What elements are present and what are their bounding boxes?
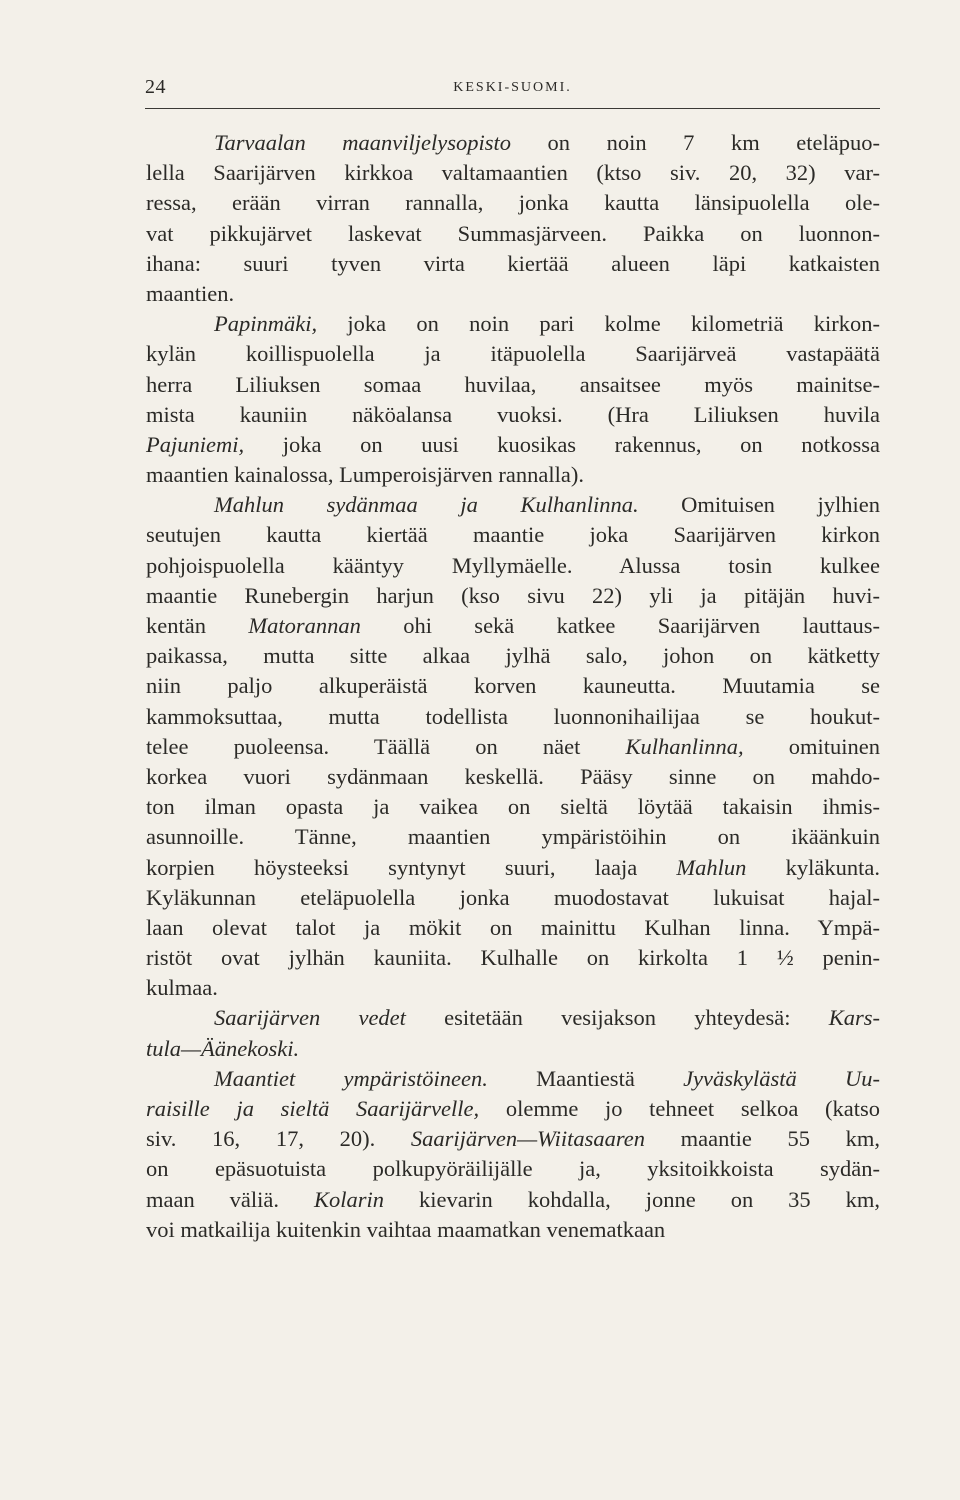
text-run: ristöt ovat jylhän kauniita. Kulhalle on kirkolta 1 ½ penin- [146,945,880,971]
text-line [146,279,880,309]
italic-term: raisille ja sieltä Saarijärvelle, [146,1096,480,1121]
italic-term: Matorannan [248,613,361,638]
italic-term: Saarijärven vedet [214,1005,406,1031]
text-line [146,1064,880,1094]
italic-term: Maantiet ympäristöineen. [214,1065,488,1091]
text-run: ton ilman opasta ja vaikea on sieltä löytää takaisin ihmis- [146,794,880,820]
text-line [146,1094,880,1124]
text-run: telee puoleensa. Täällä on näet [146,733,626,759]
text-run: Maantiestä [487,1065,684,1091]
text-run: on epäsuotuista polkupyöräilijälle ja, yksitoikkoista sydän- [146,1156,880,1182]
text-line [146,822,880,852]
text-run: herra Liliuksen somaa huvilaa, ansaitsee myös mainitse- [146,371,880,397]
italic-term: Kulhanlinna, [625,733,744,759]
text-run: vat pikkujärvet laskevat Summasjärveen. Paikka on luonnon- [146,220,880,246]
text-line [146,309,880,339]
text-line [146,249,880,279]
text-line [146,490,880,520]
italic-term: Saarijärven—Wiitasaaren [410,1126,645,1152]
text-run: kievarin kohdalla, jonne on 35 km, [384,1186,881,1212]
text-run: siv. 16, 17, 20). [146,1126,411,1152]
text-run: asunnoille. Tänne, maantien ympäristöihin on ikäänkuin [146,824,880,850]
text-line [146,762,880,792]
text-run: laan olevat talot ja mökit on mainittu Kulhan linna. Ympä- [146,914,880,940]
text-line [146,520,880,550]
text-line [146,158,880,188]
italic-term: tula—Äänekoski. [146,1035,300,1061]
page-number: 24 [145,76,166,98]
text-run: lella Saarijärven kirkkoa valtamaantien (ktso siv. 20, 32) var- [146,160,880,186]
text-run: maantien. [146,280,235,306]
text-run: Kyläkunnan eteläpuolella jonka muodostavat lukuisat hajal- [146,884,880,910]
text-line [146,853,880,883]
text-run: korkea vuori sydänmaan keskellä. Pääsy sinne on mahdo- [146,763,880,789]
text-line [146,611,880,641]
text-run: maantie 55 km, [645,1126,880,1152]
text-line [146,188,880,218]
text-run: Omituisen jylhien [638,492,880,518]
text-run: kentän [146,613,249,638]
text-run: esitetään vesijakson yhteydesä: [405,1005,829,1031]
text-run: ressa, erään virran rannalla, jonka kautta länsipuolella ole- [146,190,880,216]
text-run: joka on uusi kuosikas rakennus, on notkossa [244,431,880,457]
text-run: seutujen kautta kiertää maantie joka Saarijärven kirkon [146,522,880,548]
text-run: kylän koillispuolella ja itäpuolella Saarijärveä vastapäätä [146,341,880,367]
text-run: mista kauniin näköalansa vuoksi. (Hra Liliuksen huvila [146,401,880,427]
text-run: ohi sekä katkee Saarijärven lauttaus- [360,613,880,638]
text-line [146,732,880,762]
text-line [146,219,880,249]
text-run: ihana: suuri tyven virta kiertää alueen läpi katkaisten [146,250,880,276]
italic-term: Mahlun [676,854,747,880]
text-run: voi matkailija kuitenkin vaihtaa maamatkan venematkaan [146,1216,666,1242]
text-run: maantien kainalossa, Lumperoisjärven rannalla). [146,462,584,488]
text-line [146,430,880,460]
text-line [146,1154,880,1184]
text-run: kammoksuttaa, mutta todellista luonnonihailijaa se houkut- [146,703,880,729]
italic-term: Tarvaalan maanviljelysopisto [214,130,511,155]
italic-term: Papinmäki, [214,311,318,337]
running-head: KESKI-SUOMI. [453,80,572,95]
text-line [146,581,880,611]
text-line [146,973,880,1003]
text-run: maantie Runebergin harjun (kso sivu 22) yli ja pitäjän huvi- [146,582,880,608]
text-line [146,1215,880,1245]
text-run: paikassa, mutta sitte alkaa jylhä salo, johon on kätketty [146,643,880,669]
text-line [146,370,880,400]
text-run: maan väliä. [146,1186,315,1212]
italic-term: Kolarin [314,1186,385,1212]
text-line [146,913,880,943]
text-line [146,1185,880,1215]
text-run: kyläkunta. [746,854,880,880]
text-run: kulmaa. [146,975,218,1001]
text-line [146,1034,880,1064]
text-line [146,1124,880,1154]
text-run: omituinen [743,733,880,759]
text-line [146,641,880,671]
text-line [146,671,880,701]
text-line [146,551,880,581]
text-run: olemme jo tehneet selkoa (katso [479,1096,880,1121]
page-header [145,76,880,106]
text-line [146,883,880,913]
header-rule [145,108,880,109]
text-line [146,400,880,430]
text-line [146,943,880,973]
italic-term: Kars- [828,1005,880,1031]
text-run: korpien höysteeksi syntynyt suuri, laaja [146,854,677,880]
text-line [146,702,880,732]
text-line [146,792,880,822]
italic-term: Mahlun sydänmaa ja Kulhanlinna. [214,492,639,518]
text-line [146,128,880,158]
text-run: joka on noin pari kolme kilometriä kirkon- [317,311,880,337]
text-run: pohjoispuolella kääntyy Myllymäelle. Alussa tosin kulkee [146,552,880,578]
body-text [146,128,880,1245]
italic-term: Jyväskylästä Uu- [683,1065,880,1091]
text-run: niin paljo alkuperäistä korven kauneutta. Muutamia se [146,673,880,699]
italic-term: Pajuniemi, [146,431,245,457]
text-line [146,1003,880,1033]
text-line [146,339,880,369]
text-line [146,460,880,490]
text-run: on noin 7 km eteläpuo- [510,130,880,155]
